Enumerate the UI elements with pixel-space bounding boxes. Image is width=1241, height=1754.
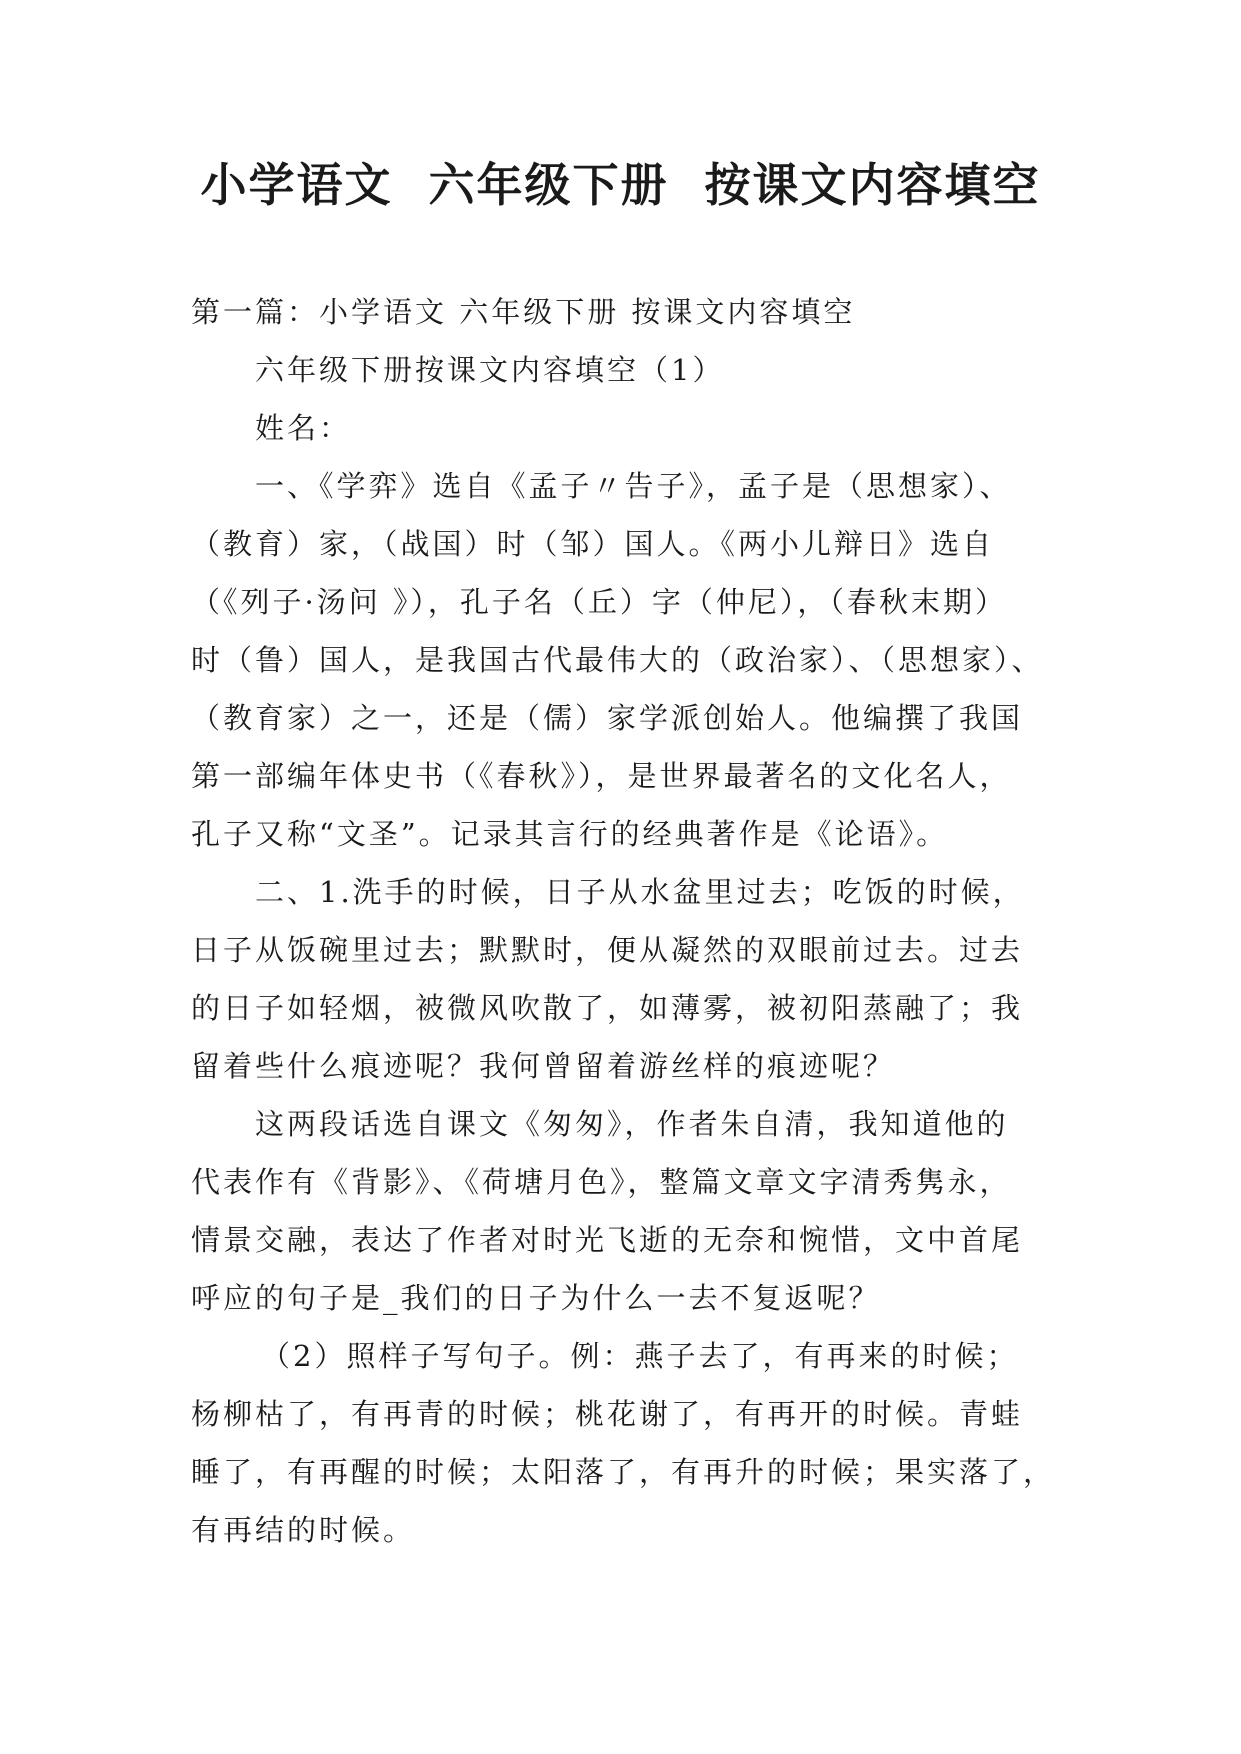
paragraph-line: 第一部编年体史书（《春秋》），是世界最著名的文化名人， [191,759,1012,793]
name-field-label: 姓名： [255,411,352,445]
paragraph-line: 睡了，有再醒的时候；太阳落了，有再升的时候；果实落了， [191,1455,1056,1489]
paragraph-line: 留着些什么痕迹呢？我何曾留着游丝样的痕迹呢？ [191,1049,896,1083]
exercise-title: 六年级下册按课文内容填空（1） [255,353,725,387]
paragraph-line: 杨柳枯了，有再青的时候；桃花谢了，有再开的时候。青蛙 [191,1397,1024,1431]
paragraph-line: 一、《学弈》选自《孟子〃告子》，孟子是（思想家）、 [255,469,1012,503]
paragraph-line: 日子从饭碗里过去；默默时，便从凝然的双眼前过去。过去 [191,933,1024,967]
paragraph-line: 有再结的时候。 [191,1513,416,1547]
paragraph-line: （《列子·汤问 》），孔子名（丘）字（仲尼），（春秋末期） [191,585,1007,619]
document-body [191,283,1071,1559]
section-heading: 第一篇：小学语文 六年级下册 按课文内容填空 [191,295,856,329]
paragraph-line: 二、1.洗手的时候，日子从水盆里过去；吃饭的时候， [255,875,1025,909]
paragraph-line: 情景交融，表达了作者对时光飞逝的无奈和惋惜，文中首尾 [191,1223,1024,1257]
paragraph-line: 的日子如轻烟，被微风吹散了，如薄雾，被初阳蒸融了；我 [191,991,1024,1025]
document-title: 小学语文 六年级下册 按课文内容填空 [200,158,1041,212]
paragraph-line: （教育家）之一，还是（儒）家学派创始人。他编撰了我国 [191,701,1024,735]
paragraph-line: 这两段话选自课文《匆匆》，作者朱自清，我知道他的 [255,1107,1009,1141]
paragraph-line: 呼应的句子是_我们的日子为什么一去不复返呢？ [191,1281,881,1315]
paragraph-line: （教育）家，（战国）时（邹）国人。《两小儿辩日》选自 [191,527,995,561]
paragraph-line: 孔子又称“文圣”。记录其言行的经典著作是《论语》。 [191,817,949,851]
paragraph-line: 时（鲁）国人，是我国古代最伟大的（政治家）、（思想家）、 [191,643,1044,677]
paragraph-line: （2）照样子写句子。例：燕子去了，有再来的时候； [261,1339,1019,1373]
paragraph-line: 代表作有《背影》、《荷塘月色》，整篇文章文字清秀隽永， [191,1165,1012,1199]
